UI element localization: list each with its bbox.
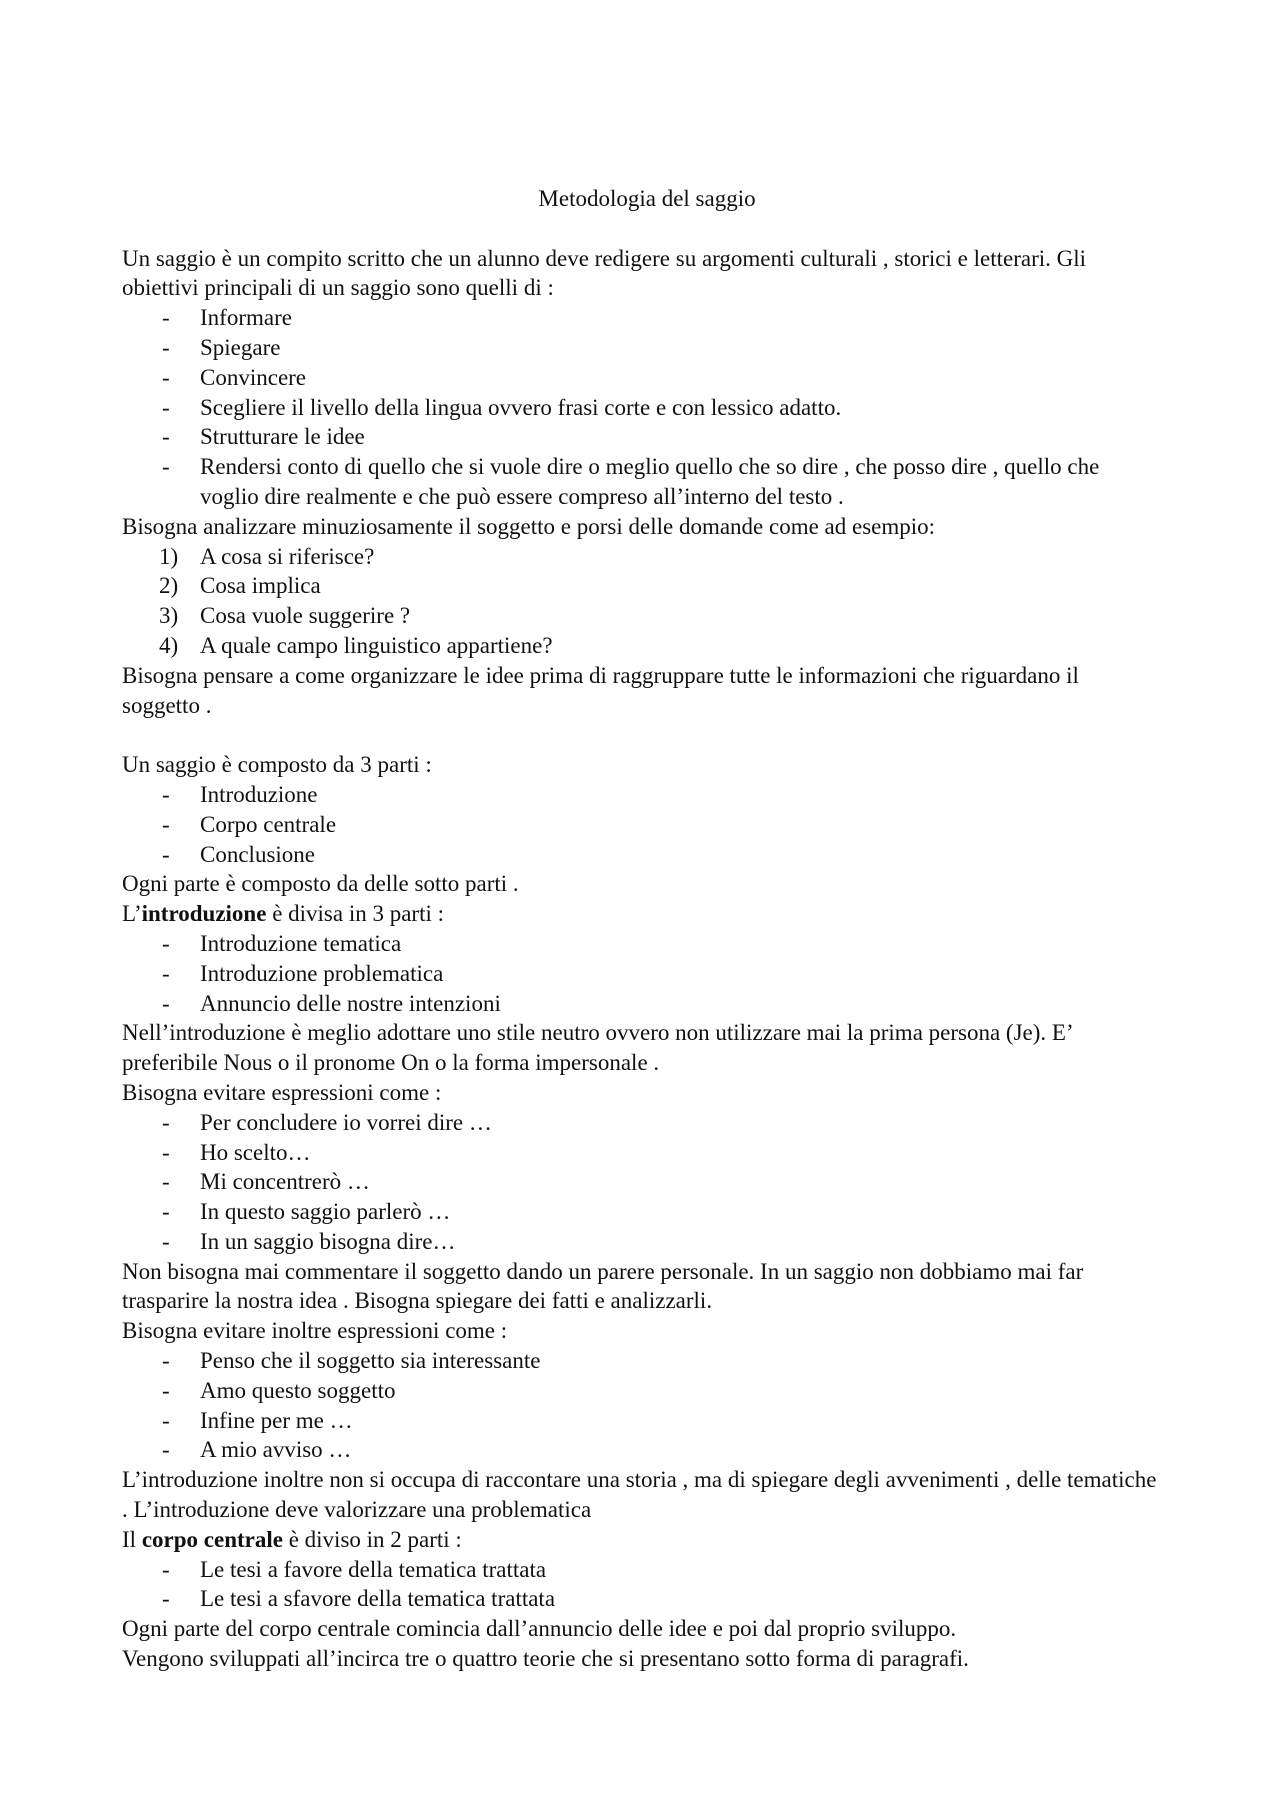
bullet-marker: - — [162, 334, 170, 360]
document-title: Metodologia del saggio — [538, 186, 756, 211]
list-item: - Spiegare — [122, 333, 1162, 363]
comment-paragraph: Non bisogna mai commentare il soggetto dando un parere personale. In un saggio non dobbiamo mai far trasparire la nostra idea . Bisogna spiegare dei fatti e analizzarli. — [122, 1258, 1084, 1314]
list-item: - Penso che il soggetto sia interessante — [122, 1346, 1162, 1376]
bullet-marker: - — [162, 1377, 170, 1403]
bullet-marker: - — [162, 394, 170, 420]
list-item: - Ho scelto… — [122, 1138, 1162, 1168]
bullet-marker: - — [162, 1348, 170, 1374]
questions-list — [122, 542, 1162, 661]
list-item: - Scegliere il livello della lingua ovvero frasi corte e con lessico adatto. — [122, 393, 1162, 423]
story-paragraph: L’introduzione inoltre non si occupa di raccontare una storia , ma di spiegare degli avvenimenti , delle tematiche . L’introduzione deve valorizzare una problematica — [122, 1467, 1157, 1523]
bullet-marker: - — [162, 1139, 170, 1165]
list-item: - Corpo centrale — [122, 810, 1162, 840]
number-marker: 4) — [159, 632, 179, 658]
bullet-marker: - — [162, 930, 170, 956]
avoid-more-expressions-list — [122, 1346, 1162, 1465]
bullet-marker: - — [162, 1228, 170, 1254]
organize-paragraph: Bisogna pensare a come organizzare le idee prima di raggruppare tutte le informazioni che riguardano il soggetto . — [122, 662, 1079, 718]
list-item: - In un saggio bisogna dire… — [122, 1227, 1162, 1257]
bullet-marker: - — [162, 1556, 170, 1582]
blank-line — [122, 720, 1162, 750]
bullet-marker: - — [162, 990, 170, 1016]
list-item: - Introduzione tematica — [122, 929, 1162, 959]
body-parts-list — [122, 1555, 1162, 1615]
bullet-marker: - — [162, 960, 170, 986]
list-item: - Convincere — [122, 363, 1162, 393]
list-item: - Annuncio delle nostre intenzioni — [122, 989, 1162, 1019]
bullet-marker: - — [162, 1407, 170, 1433]
list-item: - Conclusione — [122, 840, 1162, 870]
number-marker: 3) — [159, 603, 179, 629]
list-item: - Introduzione problematica — [122, 959, 1162, 989]
bullet-marker: - — [162, 454, 170, 480]
list-item: - Le tesi a sfavore della tematica trattata — [122, 1584, 1162, 1614]
list-item: 3) Cosa vuole suggerire ? — [122, 601, 1162, 631]
list-item: - Amo questo soggetto — [122, 1376, 1162, 1406]
bullet-marker: - — [162, 305, 170, 331]
bullet-marker: - — [162, 424, 170, 450]
number-marker: 1) — [159, 543, 179, 569]
body-start-paragraph: Ogni parte del corpo centrale comincia dall’annuncio delle idee e poi dal proprio sviluppo. — [122, 1616, 957, 1642]
intro-divided-paragraph: L’introduzione è divisa in 3 parti : — [122, 901, 445, 927]
bullet-marker: - — [162, 1437, 170, 1463]
intro-keyword: introduzione — [141, 901, 267, 927]
list-item: - Mi concentrerò … — [122, 1167, 1162, 1197]
intro-paragraph: Un saggio è un compito scritto che un alunno deve redigere su argomenti culturali , storici e letterari. Gli obiettivi principali di un saggio sono quelli di : — [122, 245, 1087, 301]
avoid-more-paragraph: Bisogna evitare inoltre espressioni come : — [122, 1318, 508, 1344]
list-item: - Le tesi a favore della tematica trattata — [122, 1555, 1162, 1585]
parts-list — [122, 780, 1162, 869]
analysis-paragraph: Bisogna analizzare minuziosamente il soggetto e porsi delle domande come ad esempio: — [122, 513, 936, 539]
bullet-marker: - — [162, 781, 170, 807]
list-item: 1) A cosa si riferisce? — [122, 542, 1162, 572]
bullet-marker: - — [162, 1199, 170, 1225]
list-item: - Rendersi conto di quello che si vuole dire o meglio quello che so dire , che posso dire , quello che voglio dire realmente e che può essere compreso all’interno del testo . — [162, 454, 1100, 509]
parts-paragraph: Un saggio è composto da 3 parti : — [122, 752, 432, 778]
list-item: - In questo saggio parlerò … — [122, 1197, 1162, 1227]
theories-paragraph: Vengono sviluppati all’incirca tre o quattro teorie che si presentano sotto forma di paragrafi. — [122, 1646, 969, 1672]
list-item: 2) Cosa implica — [122, 571, 1162, 601]
list-item: 4) A quale campo linguistico appartiene? — [122, 631, 1162, 661]
intro-parts-list — [122, 929, 1162, 1018]
body-keyword: corpo centrale — [141, 1526, 283, 1552]
bullet-marker: - — [162, 841, 170, 867]
style-paragraph: Nell’introduzione è meglio adottare uno stile neutro ovvero non utilizzare mai la prima persona (Je). E’ preferibile Nous o il pronome On o la forma impersonale . — [122, 1020, 1072, 1076]
objectives-list — [122, 303, 1162, 512]
list-item: - A mio avviso … — [122, 1435, 1162, 1465]
subparts-paragraph: Ogni parte è composto da delle sotto parti . — [122, 871, 519, 897]
bullet-marker: - — [162, 1586, 170, 1612]
bullet-marker: - — [162, 1109, 170, 1135]
bullet-marker: - — [162, 811, 170, 837]
list-item: - Strutturare le idee — [122, 422, 1162, 452]
number-marker: 2) — [159, 573, 179, 599]
document-body — [122, 184, 1162, 1674]
avoid-paragraph: Bisogna evitare espressioni come : — [122, 1079, 442, 1105]
avoid-expressions-list — [122, 1108, 1162, 1257]
list-item: - Introduzione — [122, 780, 1162, 810]
list-item: - Informare — [122, 303, 1162, 333]
body-divided-paragraph: Il corpo centrale è diviso in 2 parti : — [122, 1526, 462, 1552]
list-item: - Infine per me … — [122, 1406, 1162, 1436]
bullet-marker: - — [162, 364, 170, 390]
bullet-marker: - — [162, 1169, 170, 1195]
list-item: - Per concludere io vorrei dire … — [122, 1108, 1162, 1138]
